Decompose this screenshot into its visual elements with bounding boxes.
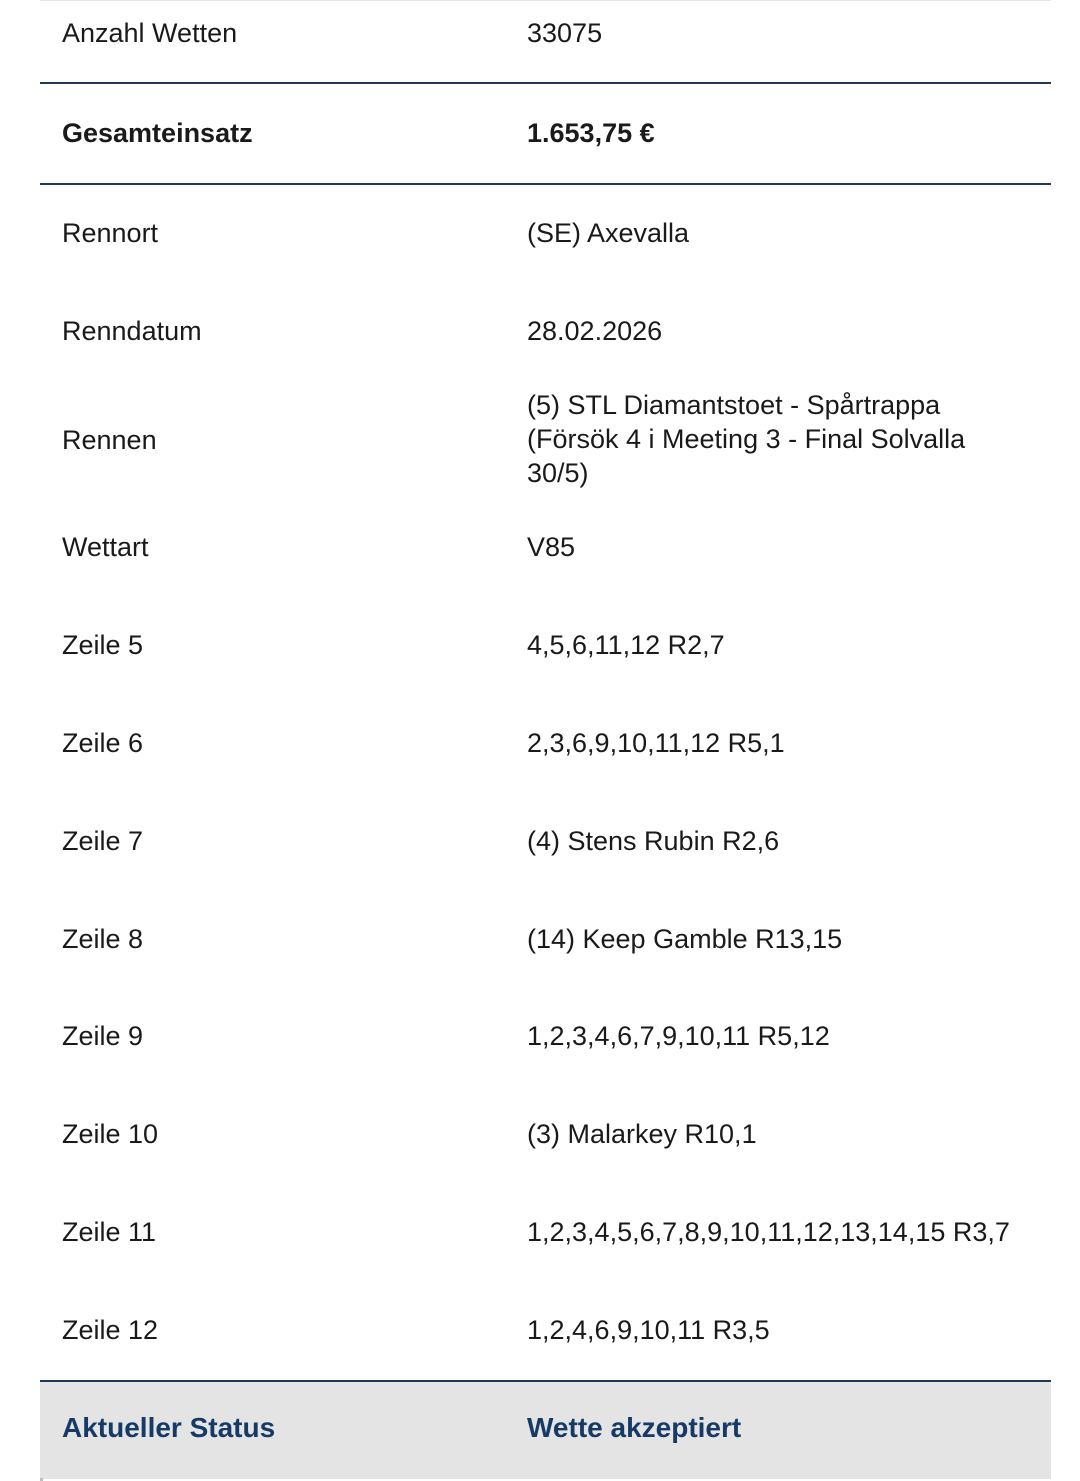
bet-details-table	[40, 0, 1051, 1481]
line-row	[40, 628, 1051, 662]
line-value: (4) Stens Rubin R2,6	[527, 826, 780, 856]
status-label: Aktueller Status	[62, 1412, 276, 1443]
line-value: 1,2,4,6,9,10,11 R3,5	[527, 1315, 770, 1345]
divider	[40, 82, 1051, 84]
row-race	[40, 388, 1051, 492]
line-label: Zeile 8	[62, 924, 144, 954]
bet-type-label: Wettart	[62, 532, 149, 562]
line-label: Zeile 10	[62, 1119, 159, 1149]
status-value: Wette akzeptiert	[527, 1412, 742, 1443]
line-label: Zeile 5	[62, 630, 144, 660]
bet-count-value: 33075	[527, 18, 603, 48]
divider	[40, 183, 1051, 185]
line-value: 2,3,6,9,10,11,12 R5,1	[527, 728, 785, 758]
bet-count-label: Anzahl Wetten	[62, 18, 238, 48]
line-row	[40, 1313, 1051, 1347]
top-divider	[40, 0, 1051, 1]
line-row	[40, 1019, 1051, 1053]
row-race-date	[40, 314, 1051, 348]
status-row	[40, 1382, 1051, 1479]
line-label: Zeile 9	[62, 1021, 144, 1051]
line-label: Zeile 6	[62, 728, 144, 758]
line-row	[40, 1215, 1051, 1249]
line-row	[40, 824, 1051, 858]
row-bet-type	[40, 530, 1051, 564]
line-row	[40, 1117, 1051, 1151]
line-value: 1,2,3,4,6,7,9,10,11 R5,12	[527, 1021, 830, 1051]
line-label: Zeile 7	[62, 826, 144, 856]
total-stake-value: 1.653,75 €	[527, 118, 655, 148]
row-bet-count	[40, 16, 1051, 50]
line-value: 4,5,6,11,12 R2,7	[527, 630, 725, 660]
venue-value: (SE) Axevalla	[527, 218, 690, 248]
line-value: (3) Malarkey R10,1	[527, 1119, 757, 1149]
line-row	[40, 726, 1051, 760]
race-label: Rennen	[62, 425, 157, 455]
row-venue	[40, 216, 1051, 250]
row-total-stake	[40, 116, 1051, 150]
line-row	[40, 922, 1051, 956]
race-date-value: 28.02.2026	[527, 316, 663, 346]
bet-type-value: V85	[527, 532, 576, 562]
line-label: Zeile 12	[62, 1315, 159, 1345]
line-value: 1,2,3,4,5,6,7,8,9,10,11,12,13,14,15 R3,7	[527, 1217, 1010, 1247]
race-date-label: Renndatum	[62, 316, 202, 346]
total-stake-label: Gesamteinsatz	[62, 118, 253, 148]
line-value: (14) Keep Gamble R13,15	[527, 924, 843, 954]
venue-label: Rennort	[62, 218, 159, 248]
line-label: Zeile 11	[62, 1217, 157, 1247]
race-value: (5) STL Diamantstoet - Spårtrappa (Försök 4 i Meeting 3 - Final Solvalla 30/5)	[527, 390, 966, 488]
